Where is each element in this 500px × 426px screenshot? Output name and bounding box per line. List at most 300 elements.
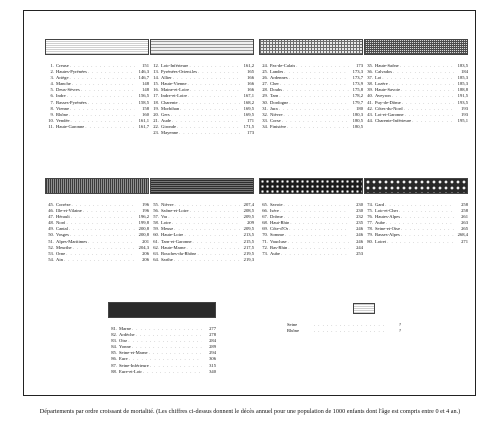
department-rank: 32. bbox=[262, 111, 268, 117]
department-name: Allier bbox=[161, 75, 172, 81]
mortality-value: 166 bbox=[247, 75, 254, 81]
leader-dots bbox=[173, 257, 240, 263]
mortality-value: 179,7 bbox=[352, 99, 363, 105]
department-name: Haute-Garonne bbox=[56, 123, 85, 129]
department-name: Aube bbox=[270, 250, 280, 256]
department-list bbox=[364, 63, 468, 124]
department-name: Seine-et-Marne bbox=[119, 350, 148, 356]
mortality-value: 219,5 bbox=[243, 250, 254, 256]
mortality-value: 183,5 bbox=[457, 63, 468, 68]
mortality-value: 200,8 bbox=[138, 226, 149, 232]
department-name: Vosges bbox=[56, 232, 69, 238]
department-name: Eure bbox=[119, 356, 128, 362]
department-rank: 36. bbox=[367, 69, 373, 75]
department-rank: 65. bbox=[262, 202, 268, 207]
department-name: Nièvre bbox=[270, 111, 283, 117]
department-rank: 53. bbox=[48, 250, 54, 256]
mortality-value: 173,3 bbox=[352, 69, 363, 75]
department-entry bbox=[45, 124, 149, 130]
department-rank: 85. bbox=[111, 350, 117, 356]
department-rank: 57. bbox=[153, 214, 159, 220]
department-name: Somme bbox=[270, 232, 285, 238]
mortality-value: 171,5 bbox=[243, 123, 254, 129]
department-name: Seine-et-Oise bbox=[375, 226, 401, 232]
department-rank: 55. bbox=[153, 202, 159, 207]
mortality-value: 230 bbox=[356, 208, 363, 214]
mortality-value: 306 bbox=[209, 356, 216, 362]
department-rank: 66. bbox=[262, 208, 268, 214]
department-name: Vaucluse bbox=[270, 238, 287, 244]
department-name: Loir-Inférieure bbox=[161, 63, 189, 68]
department-rank: 4. bbox=[50, 81, 54, 87]
department-entry bbox=[150, 130, 254, 136]
mortality-value: 184 bbox=[461, 69, 468, 75]
mortality-value: 158,5 bbox=[138, 99, 149, 105]
leader-dots bbox=[411, 118, 454, 124]
department-rank: 16. bbox=[153, 87, 159, 93]
department-rank: 24. bbox=[262, 63, 268, 68]
mortality-value: 180,5 bbox=[352, 123, 363, 129]
department-name: Cher bbox=[270, 81, 279, 87]
mortality-value: 146,7 bbox=[138, 75, 149, 81]
mortality-value: 217,5 bbox=[243, 244, 254, 250]
department-name: Meurthe bbox=[56, 244, 72, 250]
mortality-value: 258 bbox=[461, 202, 468, 207]
mortality-value: 199,8 bbox=[138, 220, 149, 226]
department-rank: 49. bbox=[48, 226, 54, 232]
mortality-value: 180,3 bbox=[352, 111, 363, 117]
department-name: Calvados bbox=[375, 69, 393, 75]
department-rank: 39. bbox=[367, 87, 373, 93]
mortality-value: 268,4 bbox=[457, 232, 468, 238]
mortality-value: 265 bbox=[461, 226, 468, 232]
mortality-value: 209,5 bbox=[243, 226, 254, 232]
mortality-value: 180,5 bbox=[352, 117, 363, 123]
department-rank: 48. bbox=[48, 220, 54, 226]
department-rank: 82. bbox=[111, 332, 117, 338]
legend-group-2 bbox=[150, 39, 254, 136]
mortality-value: 148 bbox=[142, 81, 149, 87]
department-rank: 46. bbox=[48, 208, 54, 214]
department-rank: 50. bbox=[48, 232, 54, 238]
department-rank: 58. bbox=[153, 220, 159, 226]
department-name: Yonne bbox=[119, 344, 131, 350]
department-list bbox=[45, 63, 149, 130]
department-rank: 18. bbox=[153, 99, 159, 105]
mortality-value: 175,8 bbox=[352, 87, 363, 93]
department-rank: 34. bbox=[262, 123, 268, 129]
legend-swatch bbox=[259, 39, 363, 55]
department-rank: 75. bbox=[367, 208, 373, 214]
mortality-value: 284 bbox=[209, 338, 216, 344]
mortality-value: 146,3 bbox=[138, 69, 149, 75]
department-rank: 22. bbox=[153, 123, 159, 129]
department-rank: 54. bbox=[48, 256, 54, 262]
department-name: Loire bbox=[161, 220, 171, 226]
mortality-value: 156,5 bbox=[138, 93, 149, 99]
department-name: Corrèze bbox=[56, 202, 71, 207]
department-rank: 67. bbox=[262, 214, 268, 220]
mortality-value: 289 bbox=[209, 344, 216, 350]
department-name: Hautes-Alpes bbox=[375, 214, 401, 220]
department-name: Isère bbox=[270, 208, 279, 214]
department-rank: 23. bbox=[153, 130, 159, 136]
department-name: Nièvre bbox=[161, 202, 174, 207]
department-name: Maine-et-Loire bbox=[161, 87, 190, 93]
department-name: Vendée bbox=[56, 117, 70, 123]
department-rank: 12. bbox=[153, 63, 159, 68]
department-name: Rhône bbox=[56, 111, 68, 117]
legend-group-5 bbox=[45, 178, 149, 263]
mortality-value: 209 bbox=[247, 220, 254, 226]
department-rank: 81. bbox=[111, 326, 117, 331]
mortality-value: 340 bbox=[209, 368, 216, 374]
department-rank: 10. bbox=[48, 117, 54, 123]
department-name: Haut-Rhin bbox=[270, 220, 290, 226]
department-name: Lozère bbox=[375, 81, 388, 87]
leader-dots bbox=[386, 239, 454, 245]
department-rank: 80. bbox=[367, 238, 373, 244]
department-name: Creuse bbox=[56, 63, 69, 68]
department-name: Oise bbox=[119, 338, 128, 344]
department-rank: 13. bbox=[153, 69, 159, 75]
department-name: Dordogne bbox=[270, 99, 289, 105]
department-name: Nord bbox=[56, 220, 66, 226]
department-name: Indre bbox=[56, 93, 66, 99]
department-name: Gers bbox=[161, 111, 170, 117]
legend-swatch bbox=[364, 178, 468, 194]
department-entry bbox=[150, 257, 254, 263]
mortality-value: 271 bbox=[461, 238, 468, 244]
mortality-value: 196,2 bbox=[138, 214, 149, 220]
leader-dots bbox=[63, 257, 135, 263]
mortality-value: 193,5 bbox=[457, 99, 468, 105]
legend-group-3 bbox=[259, 39, 363, 130]
department-name: Landes bbox=[270, 69, 284, 75]
department-rank: 51. bbox=[48, 238, 54, 244]
department-name: Ain bbox=[56, 256, 63, 262]
department-rank: 72. bbox=[262, 244, 268, 250]
department-name: Orne bbox=[56, 250, 66, 256]
leader-dots bbox=[280, 251, 349, 257]
department-name: Côtes-du-Nord bbox=[375, 105, 403, 111]
department-rank: 64. bbox=[153, 256, 159, 262]
department-rank: 76. bbox=[367, 214, 373, 220]
department-name: Haute-Savoie bbox=[375, 87, 401, 93]
leader-dots bbox=[142, 369, 202, 375]
legend-group-4 bbox=[364, 39, 468, 124]
leader-dots bbox=[178, 130, 240, 136]
department-rank: 29. bbox=[262, 93, 268, 99]
mortality-value: 246 bbox=[356, 238, 363, 244]
department-name: Finistère bbox=[270, 123, 287, 129]
mortality-value: 201 bbox=[142, 238, 149, 244]
mortality-value: ? bbox=[398, 322, 401, 327]
department-list bbox=[45, 202, 149, 263]
mortality-value: 161,1 bbox=[138, 117, 149, 123]
department-rank: 52. bbox=[48, 244, 54, 250]
department-name: Ardèche bbox=[119, 332, 135, 338]
department-name: Pyrénées-Orient.les bbox=[161, 69, 198, 75]
department-name: Eure-et-Loir bbox=[119, 368, 142, 374]
mortality-value: 180 bbox=[356, 105, 363, 111]
department-rank: 1. bbox=[50, 63, 54, 68]
mortality-value: 178,2 bbox=[352, 93, 363, 99]
mortality-value: 151 bbox=[142, 63, 149, 68]
mortality-value: 206 bbox=[142, 256, 149, 262]
department-rank: 25. bbox=[262, 69, 268, 75]
mortality-value: 209,5 bbox=[243, 214, 254, 220]
department-rank: 27. bbox=[262, 81, 268, 87]
mortality-value: 204,3 bbox=[138, 244, 149, 250]
department-rank: 38. bbox=[367, 81, 373, 87]
department-name: Tarn-et-Garonne bbox=[161, 238, 192, 244]
department-name: Bouches-du-Rhône bbox=[161, 250, 197, 256]
mortality-value: 160 bbox=[142, 111, 149, 117]
mortality-value: 244 bbox=[356, 244, 363, 250]
department-rank: 9. bbox=[50, 111, 54, 117]
mortality-value: 169,5 bbox=[243, 105, 254, 111]
department-name: Haute-Saône bbox=[375, 63, 399, 68]
mortality-value: 253 bbox=[356, 250, 363, 256]
legend-group-8 bbox=[364, 178, 468, 245]
department-list bbox=[108, 326, 216, 375]
department-name: Hautes-Pyrénées bbox=[56, 69, 87, 75]
department-name: Manche bbox=[56, 81, 71, 87]
department-list bbox=[150, 63, 254, 136]
department-list bbox=[259, 202, 363, 257]
department-rank: 42. bbox=[367, 105, 373, 111]
legend-group-1 bbox=[45, 39, 149, 130]
mortality-value: 165 bbox=[247, 69, 254, 75]
department-entry bbox=[259, 124, 363, 130]
department-name: Corse bbox=[270, 117, 281, 123]
department-name: Morbihan bbox=[161, 105, 180, 111]
legend-swatch-small bbox=[353, 303, 375, 314]
department-name: Haute-Marne bbox=[161, 244, 186, 250]
department-name: Haute-Vienne bbox=[161, 81, 187, 87]
department-name: Lot bbox=[375, 75, 382, 81]
mortality-value: 277 bbox=[209, 326, 216, 331]
legend-group-6 bbox=[150, 178, 254, 263]
mortality-value: 196 bbox=[142, 202, 149, 207]
department-name: Cantal bbox=[56, 226, 68, 232]
department-name: Charente bbox=[161, 99, 178, 105]
department-rank: 5. bbox=[50, 87, 54, 93]
mortality-value: 206 bbox=[142, 250, 149, 256]
department-rank: 47. bbox=[48, 214, 54, 220]
department-rank: 37. bbox=[367, 75, 373, 81]
department-rank: 88. bbox=[111, 368, 117, 374]
department-rank: 31. bbox=[262, 105, 268, 111]
department-name: Savoie bbox=[270, 202, 283, 207]
department-rank: 6. bbox=[50, 93, 54, 99]
department-name: Gard bbox=[375, 202, 385, 207]
department-list-extra bbox=[287, 322, 401, 334]
department-name: Alpes-Maritimes bbox=[56, 238, 88, 244]
department-rank: 62. bbox=[153, 244, 159, 250]
mortality-value: 213,5 bbox=[243, 232, 254, 238]
department-name: Doubs bbox=[270, 87, 282, 93]
mortality-value: 168,2 bbox=[243, 99, 254, 105]
department-name: Indre-et-Loire bbox=[161, 93, 188, 99]
mortality-value: 188,8 bbox=[457, 87, 468, 93]
mortality-value: 315 bbox=[209, 362, 216, 368]
mortality-value: 173,9 bbox=[352, 81, 363, 87]
department-rank: 86. bbox=[111, 356, 117, 362]
legend-swatch bbox=[45, 178, 149, 194]
department-rank: 87. bbox=[111, 362, 117, 368]
mortality-value: 185,3 bbox=[457, 75, 468, 81]
department-name: Mayenne bbox=[161, 130, 179, 136]
department-entry bbox=[364, 118, 468, 124]
department-name: Lot-et-Garonne bbox=[375, 111, 404, 117]
mortality-value: 166 bbox=[247, 81, 254, 87]
department-rank: 68. bbox=[262, 220, 268, 226]
leader-dots bbox=[286, 124, 349, 130]
department-name: Bas-Rhin bbox=[270, 244, 288, 250]
mortality-value: 195,1 bbox=[457, 117, 468, 123]
department-list bbox=[259, 63, 363, 130]
department-rank: 74. bbox=[367, 202, 373, 207]
department-rank: 11. bbox=[48, 123, 54, 129]
department-rank: 77. bbox=[367, 220, 373, 226]
department-entry bbox=[45, 257, 149, 263]
mortality-value: 161,7 bbox=[138, 123, 149, 129]
mortality-value: 166 bbox=[247, 87, 254, 93]
department-name: Haute-Loire bbox=[161, 232, 184, 238]
mortality-value: 246 bbox=[356, 226, 363, 232]
department-name: Tarn bbox=[270, 93, 279, 99]
mortality-value: 173 bbox=[247, 130, 254, 136]
department-name: Ardennes bbox=[270, 75, 288, 81]
department-name: Aveyron bbox=[375, 93, 391, 99]
department-rank: 56. bbox=[153, 208, 159, 214]
department-rank: 59. bbox=[153, 226, 159, 232]
mortality-value: 173,7 bbox=[352, 75, 363, 81]
department-name: Basses-Alpes bbox=[375, 232, 400, 238]
department-entry bbox=[364, 239, 468, 245]
mortality-value: 235 bbox=[356, 220, 363, 226]
department-rank: 69. bbox=[262, 226, 268, 232]
mortality-value: 167,1 bbox=[243, 93, 254, 99]
department-entry bbox=[108, 369, 216, 375]
legend-swatch bbox=[108, 302, 216, 318]
mortality-value: 261 bbox=[461, 214, 468, 220]
caption: Départements par ordre croissant de mortalité. (Les chiffres ci-dessus donnent le décès annuel pour une population de 1000 enfants dont l'âge est compris entre 0 et 4 an.) bbox=[39, 408, 461, 416]
department-list bbox=[150, 202, 254, 263]
department-rank: 20. bbox=[153, 111, 159, 117]
department-rank: 43. bbox=[367, 111, 373, 117]
department-rank: 79. bbox=[367, 232, 373, 238]
legend-swatch bbox=[150, 39, 254, 55]
department-rank: 30. bbox=[262, 99, 268, 105]
department-rank: 44. bbox=[367, 117, 373, 123]
mortality-value: 208,5 bbox=[243, 208, 254, 214]
department-name: Jura bbox=[270, 105, 278, 111]
department-name: Loir-et-Cher bbox=[375, 208, 399, 214]
mortality-value: 246 bbox=[356, 232, 363, 238]
department-name: Ille-et-Vilaine bbox=[56, 208, 82, 214]
mortality-value: 230 bbox=[356, 202, 363, 207]
department-name: Basses-Pyrénées bbox=[56, 99, 87, 105]
legend-group-9 bbox=[108, 302, 216, 375]
mortality-value: 185,3 bbox=[457, 81, 468, 87]
department-name: Côte-d'Or bbox=[270, 226, 289, 232]
mortality-value: ? bbox=[398, 328, 401, 334]
mortality-value: 232 bbox=[356, 214, 363, 220]
department-rank: 14. bbox=[153, 75, 159, 81]
mortality-value: 219,3 bbox=[243, 256, 254, 262]
mortality-value: 171 bbox=[247, 117, 254, 123]
department-rank: 45. bbox=[48, 202, 54, 207]
legend-swatch bbox=[259, 178, 363, 194]
mortality-value: 200,8 bbox=[138, 232, 149, 238]
leader-dots bbox=[313, 328, 387, 334]
department-name: Saône-et-Loire bbox=[161, 208, 189, 214]
department-rank: 60. bbox=[153, 232, 159, 238]
mortality-value: 263 bbox=[461, 220, 468, 226]
department-rank: 73. bbox=[262, 250, 268, 256]
mortality-value: 161,2 bbox=[243, 63, 254, 68]
department-name: Pas-de-Calais bbox=[270, 63, 296, 68]
department-name: Deux-Sèvres bbox=[56, 87, 80, 93]
mortality-value: 258 bbox=[461, 208, 468, 214]
department-rank: 21. bbox=[153, 117, 159, 123]
department-name: Marne bbox=[119, 326, 131, 331]
mortality-value: 169,5 bbox=[243, 111, 254, 117]
mortality-value: 294 bbox=[209, 350, 216, 356]
department-rank: 28. bbox=[262, 87, 268, 93]
department-name: Vienne bbox=[56, 105, 69, 111]
department-entry bbox=[287, 328, 401, 334]
department-rank: 7. bbox=[50, 99, 54, 105]
mortality-value: 215,5 bbox=[243, 238, 254, 244]
legend-swatch bbox=[150, 178, 254, 194]
department-rank: 35. bbox=[367, 63, 373, 68]
mortality-value: 193 bbox=[461, 105, 468, 111]
department-rank: 61. bbox=[153, 238, 159, 244]
mortality-value: 207,4 bbox=[243, 202, 254, 207]
leader-dots bbox=[84, 124, 135, 130]
department-name: Meuse bbox=[161, 226, 174, 232]
department-rank: 83. bbox=[111, 338, 117, 344]
legend-swatch bbox=[364, 39, 468, 55]
department-rank: 70. bbox=[262, 232, 268, 238]
mortality-value: 193 bbox=[461, 111, 468, 117]
department-rank: 78. bbox=[367, 226, 373, 232]
mortality-value: 196 bbox=[142, 208, 149, 214]
legend-swatch bbox=[45, 39, 149, 55]
department-rank: 84. bbox=[111, 344, 117, 350]
department-name: Aude bbox=[161, 117, 171, 123]
department-name: Loiret bbox=[375, 238, 387, 244]
legend-group-extra bbox=[287, 303, 401, 334]
department-name: Hérault bbox=[56, 214, 70, 220]
department-rank: 41. bbox=[367, 99, 373, 105]
mortality-value: 191,5 bbox=[457, 93, 468, 99]
department-name: Rhône bbox=[287, 328, 299, 334]
department-name: Puy-de-Dôme bbox=[375, 99, 401, 105]
department-name: Charente-Inférieure bbox=[375, 117, 412, 123]
mortality-value: 173 bbox=[356, 63, 363, 68]
department-rank: 17. bbox=[153, 93, 159, 99]
department-list bbox=[364, 202, 468, 245]
legend-group-7 bbox=[259, 178, 363, 257]
department-rank: 3. bbox=[50, 75, 54, 81]
department-rank: 40. bbox=[367, 93, 373, 99]
department-rank: 15. bbox=[153, 81, 159, 87]
